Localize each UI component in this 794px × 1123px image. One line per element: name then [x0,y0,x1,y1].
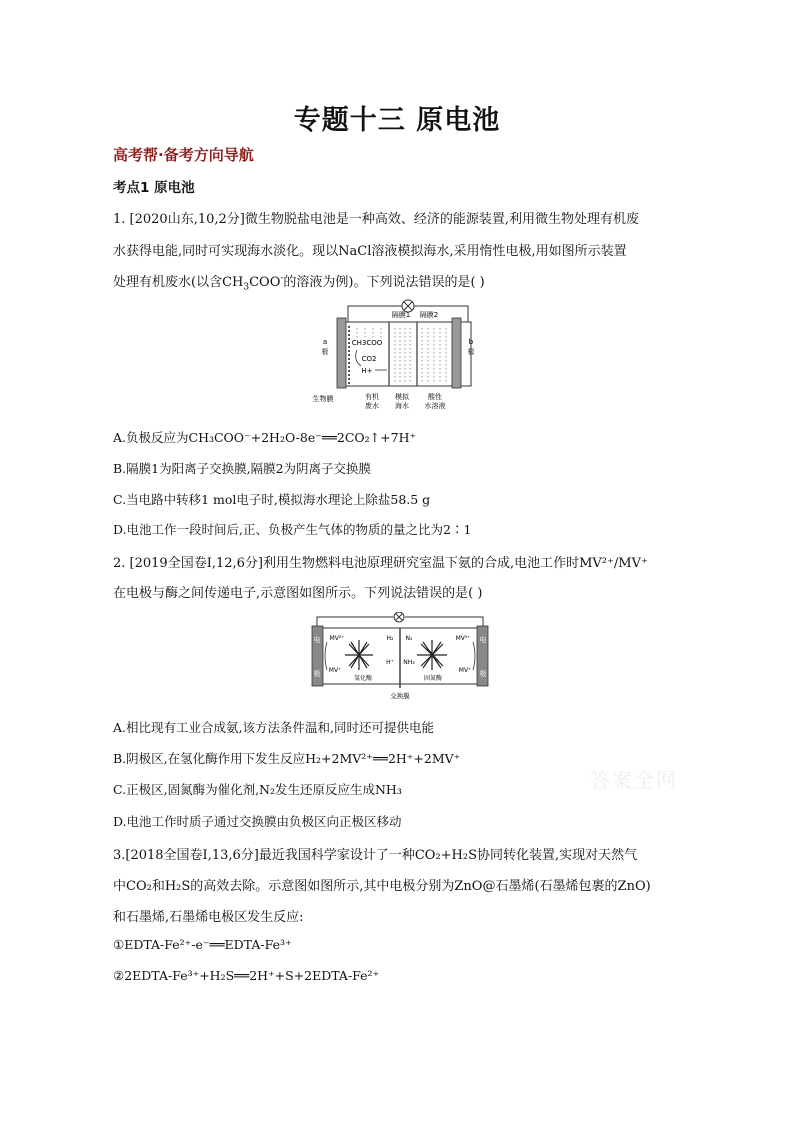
q1-fig-label-b-ji: 极 [467,348,475,356]
q3-equation-1: ①EDTA-Fe²⁺-e⁻══EDTA-Fe³⁺ [113,937,292,952]
q2-fig-left-elec2: 极 [313,670,321,678]
q2-fig-mv1-left: MV⁺ [328,667,342,674]
q1-stem-line3-post: 的溶液为例)。下列说法错误的是( ) [283,275,485,290]
q1-stem-line3-pre: 处理有机废水(以含CH [113,275,244,290]
q1-fig-organic1: 有机 [365,393,379,401]
q1-fig-biofilm: 生物膜 [312,395,334,403]
q2-fig-right-elec2: 极 [479,670,487,678]
q2-figure [305,612,495,704]
page-title: 专题十三 原电池 [293,105,501,136]
q1-stem-line2: 水获得电能,同时可实现海水淡化。现以NaCl溶液模拟海水,采用惰性电极,用如图所示装置 [113,244,627,259]
topic-heading: 考点1 原电池 [113,180,195,196]
q2-stem-line1: 2. [2019全国卷Ⅰ,12,6分]利用生物燃料电池原理研究室温下氨的合成,电池工作时MV²⁺/MV⁺ [113,556,648,571]
q2-fig-mv2-right: MV²⁺ [455,635,471,642]
q1-figure [305,298,505,413]
q1-fig-membrane1: 隔膜1 [391,311,411,319]
q1-fig-sea2: 海水 [395,402,409,410]
q3-stem-line3: 和石墨烯,石墨烯电极区发生反应: [113,910,304,925]
q2-fig-hplus: H⁺ [386,659,394,666]
q2-fig-left-elec1: 电 [313,636,321,644]
q2-fig-enzyme-right: 固氮酶 [423,675,443,682]
q1-fig-ion-h: H+ [361,367,373,375]
q2-fig-membrane: 交换膜 [390,692,410,700]
section-heading: 高考帮·备考方向导航 [113,146,254,164]
q2-option-b: B.阴极区,在氢化酶作用下发生反应H₂+2MV²⁺══2H⁺+2MV⁺ [113,751,461,766]
watermark: 答案全网 [590,768,678,792]
q1-fig-acid2: 水溶液 [424,402,446,410]
q1-fig-acid1: 酸性 [428,393,442,401]
q1-stem-line3 [113,271,485,293]
q1-option-a: A.负极反应为CH₃COO⁻+2H₂O-8e⁻══2CO₂↑+7H⁺ [113,430,417,445]
q1-stem-line1: 1. [2020山东,10,2分]微生物脱盐电池是一种高效、经济的能源装置,利用微生物处理有机废 [113,212,639,227]
q1-option-c: C.当电路中转移1 mol电子时,模拟海水理论上除盐58.5 g [113,492,431,507]
q2-fig-mv2-left: MV²⁺ [329,635,345,642]
q2-fig-n2: N₂ [405,635,413,642]
q2-fig-right-elec1: 电 [479,636,487,644]
q1-stem-line3-sub: 3 [243,282,250,293]
q2-fig-mv1-right: MV⁺ [458,667,472,674]
q3-equation-2: ②2EDTA-Fe³⁺+H₂S══2H⁺+S+2EDTA-Fe²⁺ [113,968,380,983]
q2-fig-nh3: NH₃ [403,659,415,666]
q1-fig-label-a: a [322,338,328,346]
q1-stem-line3-sup: - [280,273,284,284]
q1-fig-label-a-ji: 极 [321,348,329,356]
q1-option-d: D.电池工作一段时间后,正、负极产生气体的物质的量之比为2∶1 [113,522,472,537]
q1-fig-ion-co2: CO2 [361,355,377,363]
q3-stem-line2: 中CO₂和H₂S的高效去除。示意图如图所示,其中电极分别为ZnO@石墨烯(石墨烯包裹的ZnO) [113,879,651,894]
q1-option-b: B.隔膜1为阳离子交换膜,隔膜2为阴离子交换膜 [113,461,372,476]
q2-option-a: A.相比现有工业合成氨,该方法条件温和,同时还可提供电能 [113,720,434,735]
q2-stem-line2: 在电极与酶之间传递电子,示意图如图所示。下列说法错误的是( ) [113,586,483,601]
q3-stem-line1: 3.[2018全国卷Ⅰ,13,6分]最近我国科学家设计了一种CO₂+H₂S协同转化装置,实现对天然气 [113,848,638,863]
q1-fig-label-b: b [468,338,474,346]
q1-fig-sea1: 模拟 [395,393,409,401]
q1-fig-membrane2: 隔膜2 [419,311,439,319]
q2-fig-h2: H₂ [386,635,394,642]
q1-fig-ion-ch3coo: CH3COO [351,339,383,347]
q2-option-c: C.正极区,固氮酶为催化剂,N₂发生还原反应生成NH₃ [113,782,402,797]
q2-fig-enzyme-left: 氢化酶 [353,675,373,682]
q1-fig-organic2: 废水 [365,402,379,410]
q1-stem-line3-mid: COO [249,275,281,290]
q2-option-d: D.电池工作时质子通过交换膜由负极区向正极区移动 [113,814,402,829]
